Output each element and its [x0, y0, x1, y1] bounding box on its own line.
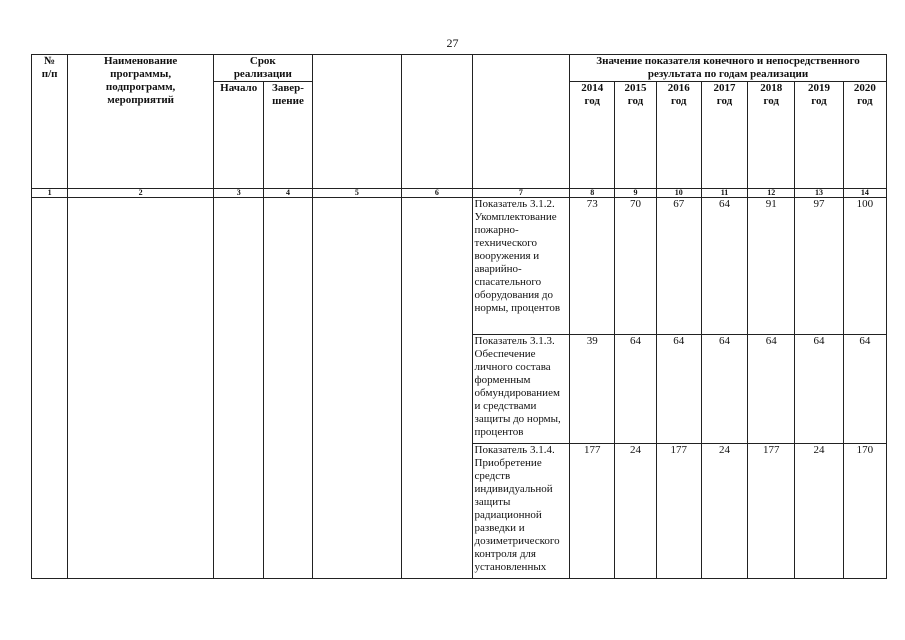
column-number: 4 [264, 189, 312, 198]
header-year-2014: 2014 год [570, 82, 615, 189]
column-number: 1 [32, 189, 68, 198]
table-row [32, 198, 887, 335]
empty-cell [402, 198, 472, 579]
header-year-2018: 2018 год [748, 82, 795, 189]
column-number: 5 [312, 189, 402, 198]
indicator-name: Показатель 3.1.2. Укомплектование пожарно-технического вооружения и аварийно-спасательного оборудования до нормы, процентов [472, 198, 570, 335]
header-indicator-name [472, 55, 570, 189]
header-indicator-values: Значение показателя конечного и непосредственного результата по годам реализации [570, 55, 887, 82]
column-number: 14 [843, 189, 886, 198]
empty-cell [32, 198, 68, 579]
column-number: 3 [214, 189, 264, 198]
column-number: 8 [570, 189, 615, 198]
header-year-2019: 2019 год [795, 82, 843, 189]
indicator-value: 97 [795, 198, 843, 335]
indicator-name: Показатель 3.1.3. Обеспечение личного состава форменным обмундированием и средствами защиты до нормы, процентов [472, 335, 570, 444]
indicator-name: Показатель 3.1.4. Приобретение средств индивидуальной защиты радиационной разведки и дозиметрического контроля для установленных [472, 444, 570, 579]
indicator-value: 24 [701, 444, 747, 579]
column-number: 11 [701, 189, 747, 198]
indicator-value: 64 [701, 198, 747, 335]
indicator-value: 177 [656, 444, 701, 579]
column-number: 10 [656, 189, 701, 198]
indicator-value: 70 [615, 198, 656, 335]
empty-cell [312, 198, 402, 579]
indicator-value: 64 [656, 335, 701, 444]
indicator-value: 39 [570, 335, 615, 444]
indicator-value: 64 [615, 335, 656, 444]
header-start: Начало [214, 82, 264, 189]
header-end: Завер- шение [264, 82, 312, 189]
indicator-value: 177 [748, 444, 795, 579]
indicator-value: 91 [748, 198, 795, 335]
empty-cell [214, 198, 264, 579]
header-year-2016: 2016 год [656, 82, 701, 189]
header-year-2017: 2017 год [701, 82, 747, 189]
table-header-row-top [32, 55, 887, 82]
column-number-row [32, 189, 887, 198]
indicator-value: 67 [656, 198, 701, 335]
column-number: 6 [402, 189, 472, 198]
header-year-2015: 2015 год [615, 82, 656, 189]
indicator-value: 170 [843, 444, 886, 579]
header-responsible [312, 55, 402, 189]
column-number: 9 [615, 189, 656, 198]
column-number: 13 [795, 189, 843, 198]
results-table [31, 54, 887, 579]
indicator-value: 64 [748, 335, 795, 444]
header-year-2020: 2020 год [843, 82, 886, 189]
empty-cell [264, 198, 312, 579]
empty-cell [68, 198, 214, 579]
indicator-value: 24 [795, 444, 843, 579]
indicator-value: 64 [795, 335, 843, 444]
indicator-value: 177 [570, 444, 615, 579]
indicator-value: 24 [615, 444, 656, 579]
indicator-value: 64 [843, 335, 886, 444]
indicator-value: 100 [843, 198, 886, 335]
header-program-name: Наименование программы, подпрограмм, мероприятий [68, 55, 214, 189]
column-number: 12 [748, 189, 795, 198]
header-period: Срок реализации [214, 55, 313, 82]
header-financing [402, 55, 472, 189]
indicator-value: 64 [701, 335, 747, 444]
header-row-number: № п/п [32, 55, 68, 189]
page-number: 27 [446, 36, 459, 50]
indicator-value: 73 [570, 198, 615, 335]
column-number: 7 [472, 189, 570, 198]
column-number: 2 [68, 189, 214, 198]
